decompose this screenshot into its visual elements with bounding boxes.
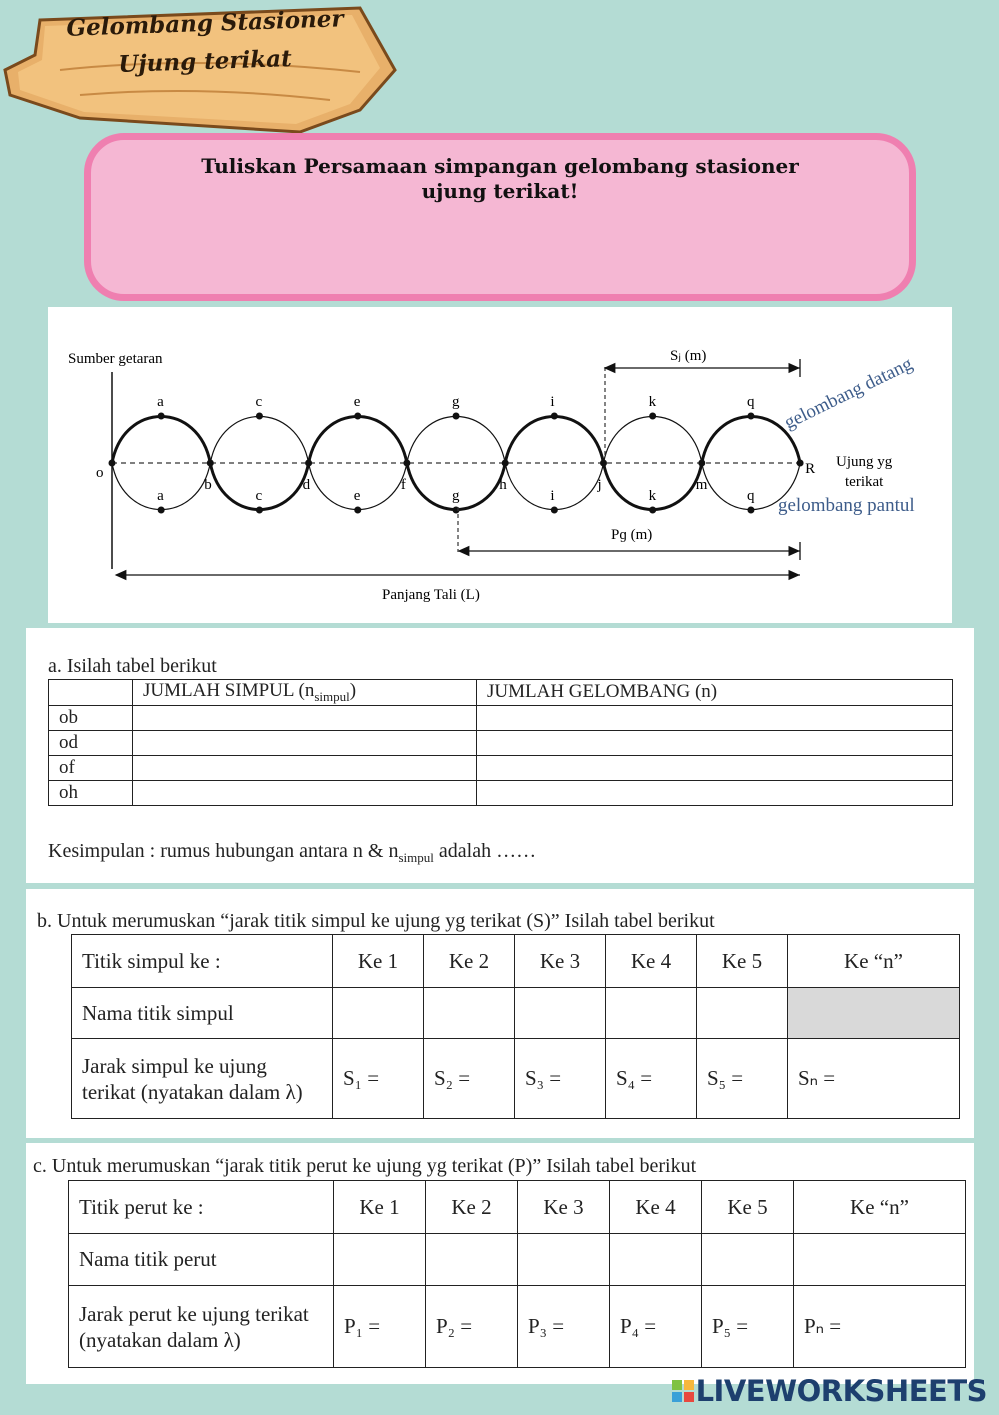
- row-label: od: [49, 730, 133, 755]
- header-jumlah-gelombang: JUMLAH GELOMBANG (n): [477, 680, 953, 706]
- antinode-top-label: i: [550, 394, 555, 410]
- antinode-bottom-label: q: [746, 488, 755, 504]
- antinode-top-dot: [551, 413, 558, 420]
- distance-cell[interactable]: S₅ =: [697, 1039, 788, 1119]
- distance-cell[interactable]: Sₙ =: [788, 1039, 960, 1119]
- col-ke-2: Ke 2: [426, 1181, 518, 1234]
- distance-cell[interactable]: P₁ =: [334, 1286, 426, 1368]
- input-cell[interactable]: [794, 1234, 966, 1286]
- col-ke-2: Ke 2: [424, 935, 515, 988]
- prompt-line1: Tuliskan Persamaan simpangan gelombang stasioner: [201, 154, 799, 178]
- col-ke-n: Ke “n”: [788, 935, 960, 988]
- wave-lobe-top: [604, 416, 702, 463]
- input-cell[interactable]: [610, 1234, 702, 1286]
- table-row: [49, 755, 953, 780]
- antinode-bottom-label: i: [550, 488, 555, 504]
- table-row: [49, 730, 953, 755]
- distance-cell[interactable]: P₄ =: [610, 1286, 702, 1368]
- antinode-bottom-label: g: [452, 488, 460, 504]
- section-b-table: [71, 934, 960, 1119]
- row-label: ob: [49, 705, 133, 730]
- node-dot: [797, 460, 804, 467]
- antinode-top-dot: [649, 413, 656, 420]
- table-row: [69, 1234, 966, 1286]
- antinode-top-label: e: [353, 394, 361, 410]
- fixed-end-label-line1: Ujung yg: [836, 454, 893, 470]
- input-cell[interactable]: [518, 1234, 610, 1286]
- title-banner: [0, 0, 410, 140]
- row-label: Nama titik perut: [69, 1234, 334, 1286]
- wave-lobe-top: [210, 416, 308, 463]
- antinode-top-dot: [354, 413, 361, 420]
- node-label: d: [302, 477, 311, 493]
- fixed-end-label-line2: terikat: [845, 474, 884, 490]
- input-cell-gelombang[interactable]: [477, 730, 953, 755]
- standing-wave-figure: [48, 307, 952, 623]
- table-row: [49, 705, 953, 730]
- input-cell[interactable]: [426, 1234, 518, 1286]
- watermark-text: LIVEWORKSHEETS: [695, 1374, 987, 1408]
- prompt-text: [91, 154, 909, 204]
- end-point-label: R: [805, 461, 816, 477]
- conclusion-text: Kesimpulan : rumus hubungan antara n & $n_{simpul}$ adalah ……: [48, 840, 537, 865]
- antinode-bottom-label: e: [353, 488, 361, 504]
- distance-cell[interactable]: P₂ =: [426, 1286, 518, 1368]
- antinode-top-label: c: [255, 394, 263, 410]
- section-c-table: [68, 1180, 966, 1368]
- distance-cell[interactable]: P₃ =: [518, 1286, 610, 1368]
- row-label: of: [49, 755, 133, 780]
- node-label: h: [499, 477, 507, 493]
- col-ke-3: Ke 3: [515, 935, 606, 988]
- node-dot: [600, 460, 607, 467]
- antinode-bottom-dot: [354, 507, 361, 514]
- node-label: m: [695, 477, 708, 493]
- col-ke-n: Ke “n”: [794, 1181, 966, 1234]
- section-c-title: c. Untuk merumuskan “jarak titik perut ke ujung yg terikat (P)” Isilah tabel berikut: [33, 1155, 697, 1177]
- table-row: [72, 1039, 960, 1119]
- distance-cell[interactable]: S₃ =: [515, 1039, 606, 1119]
- node-dot: [403, 460, 410, 467]
- antinode-top-dot: [256, 413, 263, 420]
- antinode-bottom-dot: [747, 507, 754, 514]
- antinode-top-label: a: [157, 394, 164, 410]
- wave-lobe-top: [309, 416, 407, 463]
- input-cell-simpul[interactable]: [133, 705, 477, 730]
- col-ke-1: Ke 1: [333, 935, 424, 988]
- antinode-bottom-label: a: [157, 488, 164, 504]
- distance-cell[interactable]: S₁ =: [333, 1039, 424, 1119]
- header-label: Titik simpul ke :: [72, 935, 333, 988]
- antinode-bottom-dot: [256, 507, 263, 514]
- sj-label: Sⱼ (m): [670, 348, 707, 364]
- liveworksheets-icon: [672, 1380, 694, 1402]
- start-point-label: o: [96, 465, 104, 481]
- header-jumlah-simpul: JUMLAH SIMPUL $(n_{simpul})$: [133, 680, 477, 706]
- header-label: Titik perut ke :: [69, 1181, 334, 1234]
- antinode-bottom-dot: [158, 507, 165, 514]
- input-cell-simpul[interactable]: [133, 755, 477, 780]
- banner-line1: Gelombang Stasioner: [66, 5, 344, 42]
- antinode-bottom-dot: [551, 507, 558, 514]
- input-cell-gelombang[interactable]: [477, 705, 953, 730]
- prompt-line2: ujung terikat!: [421, 179, 579, 203]
- input-cell[interactable]: [515, 988, 606, 1039]
- table-header-row: [69, 1181, 966, 1234]
- col-ke-1: Ke 1: [334, 1181, 426, 1234]
- antinode-top-dot: [158, 413, 165, 420]
- antinode-bottom-label: c: [255, 488, 263, 504]
- reflected-wave-label: gelombang pantul: [778, 495, 915, 516]
- input-cell-simpul[interactable]: [133, 780, 477, 805]
- antinode-bottom-dot: [649, 507, 656, 514]
- node-label: b: [204, 477, 212, 493]
- section-b-title: b. Untuk merumuskan “jarak titik simpul ke ujung yg terikat (S)” Isilah tabel berikut: [37, 910, 715, 932]
- antinode-top-label: q: [746, 394, 755, 410]
- input-cell-gelombang[interactable]: [477, 755, 953, 780]
- row-label: Jarak perut ke ujung terikat (nyatakan dalam λ): [69, 1286, 334, 1368]
- col-ke-4: Ke 4: [606, 935, 697, 988]
- col-ke-5: Ke 5: [697, 935, 788, 988]
- node-dot: [698, 460, 705, 467]
- antinode-top-label: g: [452, 394, 460, 410]
- wave-lobe-top: [505, 416, 603, 463]
- antinode-bottom-label: k: [648, 488, 657, 504]
- node-dot: [502, 460, 509, 467]
- section-c: [26, 1143, 974, 1384]
- distance-cell[interactable]: Pₙ =: [794, 1286, 966, 1368]
- prompt-box[interactable]: [84, 133, 916, 301]
- input-cell-gelombang[interactable]: [477, 780, 953, 805]
- header-empty: [49, 680, 133, 706]
- table-header-row: [72, 935, 960, 988]
- antinode-top-dot: [453, 413, 460, 420]
- rope-length-label: Panjang Tali (L): [382, 587, 480, 603]
- input-cell[interactable]: [697, 988, 788, 1039]
- distance-cell[interactable]: S₄ =: [606, 1039, 697, 1119]
- row-label: Jarak simpul ke ujung terikat (nyatakan dalam λ): [72, 1039, 333, 1119]
- table-header-row: [49, 680, 953, 706]
- col-ke-3: Ke 3: [518, 1181, 610, 1234]
- row-label: Nama titik simpul: [72, 988, 333, 1039]
- input-cell[interactable]: [702, 1234, 794, 1286]
- input-cell-simpul[interactable]: [133, 730, 477, 755]
- antinode-top-label: k: [648, 394, 657, 410]
- section-a-table: [48, 679, 953, 806]
- table-row: [72, 988, 960, 1039]
- node-dot: [207, 460, 214, 467]
- wave-lobe-top: [407, 416, 505, 463]
- source-label: Sumber getaran: [68, 351, 163, 367]
- banner-line2: Ujung terikat: [117, 44, 293, 79]
- shaded-cell: [788, 988, 960, 1039]
- input-cell[interactable]: [333, 988, 424, 1039]
- node-label: j: [597, 477, 602, 493]
- standing-wave-diagram: [48, 307, 952, 623]
- input-cell[interactable]: [606, 988, 697, 1039]
- distance-cell[interactable]: S₂ =: [424, 1039, 515, 1119]
- liveworksheets-logo[interactable]: [672, 1374, 987, 1408]
- wave-points: [96, 394, 815, 514]
- distance-cell[interactable]: P₅ =: [702, 1286, 794, 1368]
- incoming-wave-label: gelombang datang: [780, 353, 916, 434]
- antinode-top-dot: [747, 413, 754, 420]
- table-row: [69, 1286, 966, 1368]
- node-dot: [305, 460, 312, 467]
- col-ke-5: Ke 5: [702, 1181, 794, 1234]
- col-ke-4: Ke 4: [610, 1181, 702, 1234]
- pg-label: Pɡ (m): [611, 527, 653, 543]
- section-b: [26, 889, 974, 1138]
- node-label: f: [400, 477, 406, 493]
- section-a-title: a. Isilah tabel berikut: [48, 655, 217, 677]
- input-cell[interactable]: [424, 988, 515, 1039]
- input-cell[interactable]: [334, 1234, 426, 1286]
- wave-lobe-top: [112, 416, 210, 463]
- section-a: [26, 628, 974, 883]
- table-row: [49, 780, 953, 805]
- node-dot: [109, 460, 116, 467]
- row-label: oh: [49, 780, 133, 805]
